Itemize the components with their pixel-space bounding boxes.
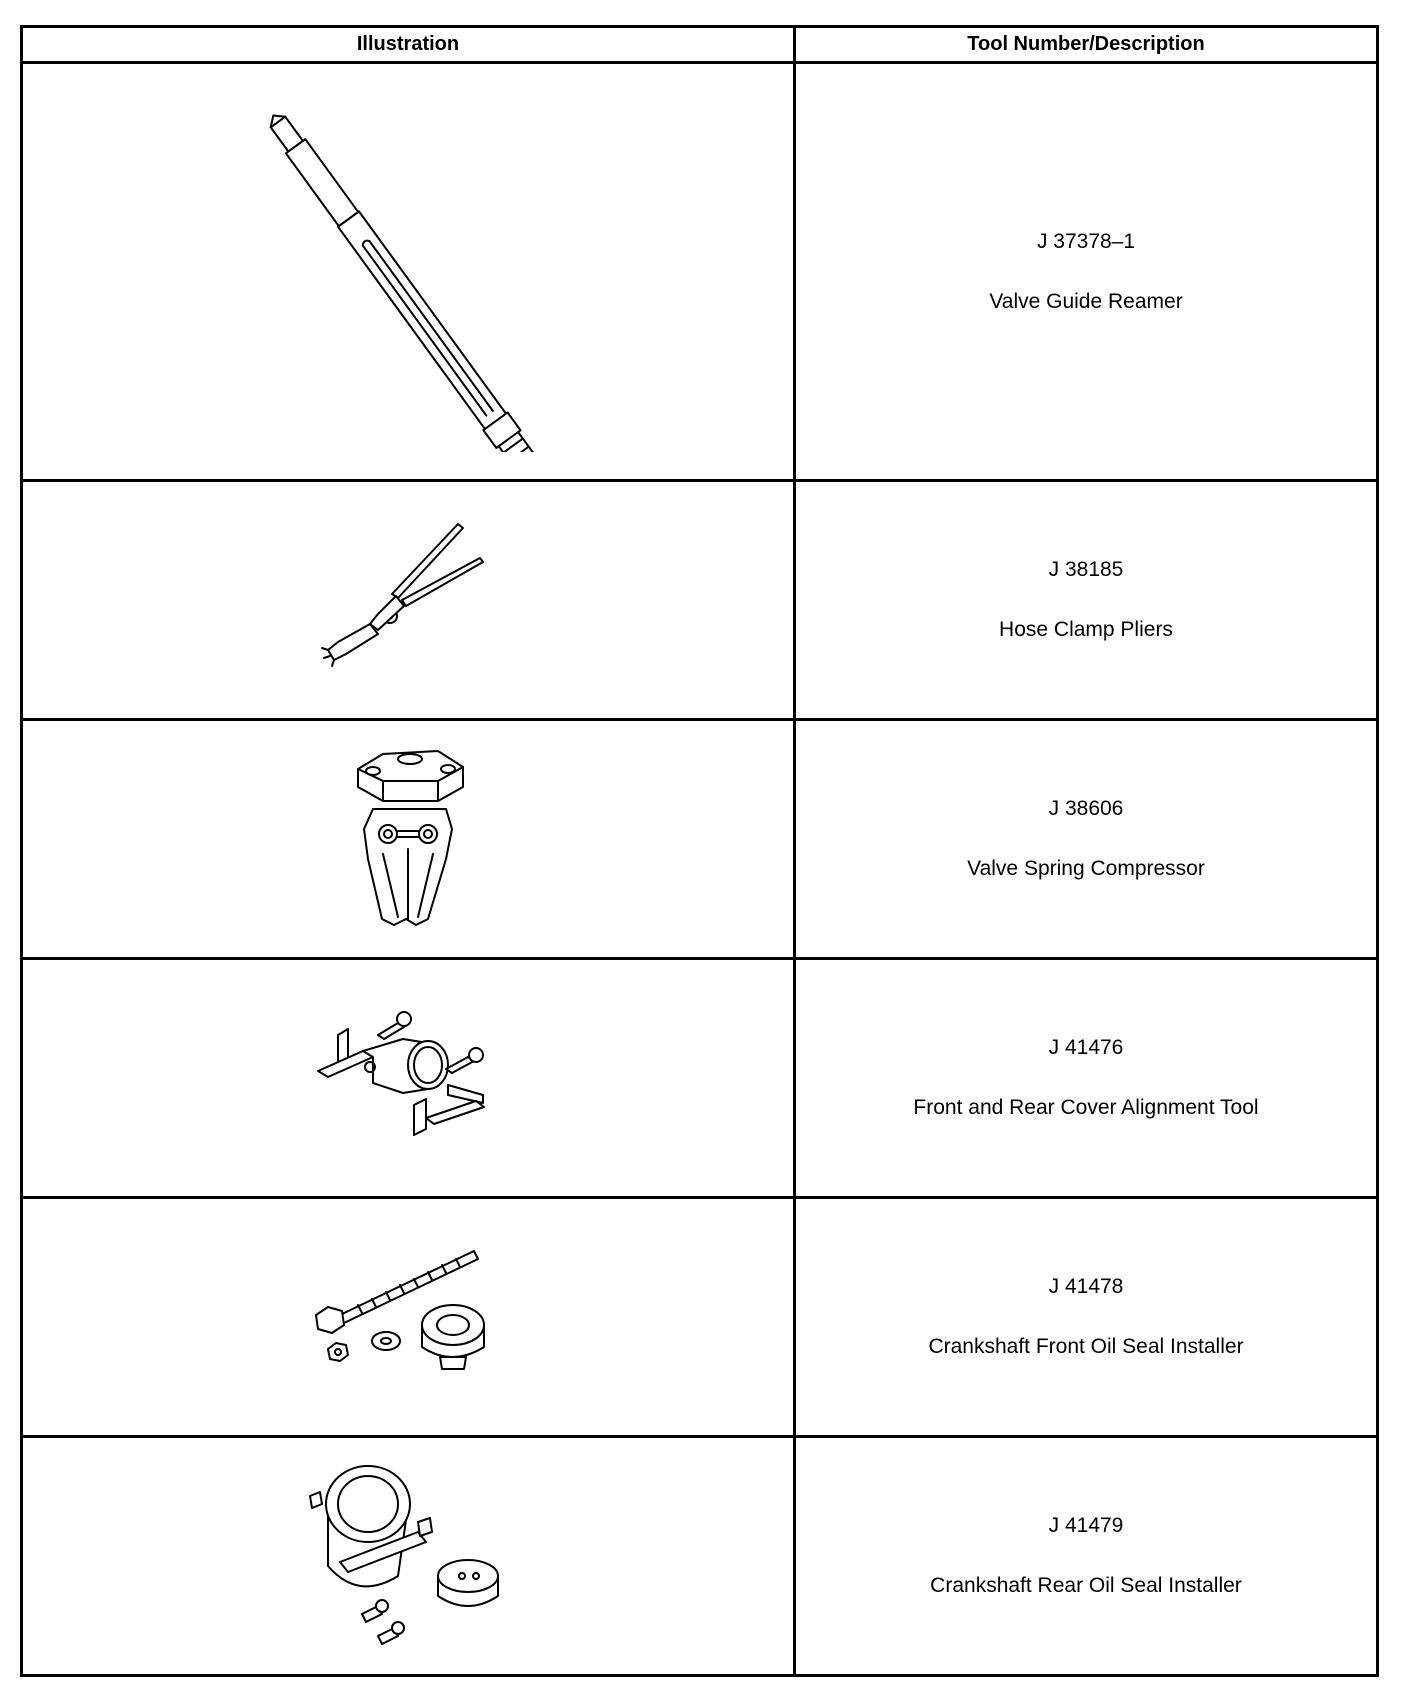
description-cell	[795, 1198, 1378, 1437]
tool-table	[20, 25, 1379, 1677]
illustration-cell	[22, 720, 795, 959]
description-cell	[795, 481, 1378, 720]
table-row	[22, 481, 1378, 720]
tool-name: Valve Guide Reamer	[989, 289, 1183, 313]
tool-number: J 41478	[1048, 1275, 1124, 1298]
table-row	[22, 63, 1378, 481]
illustration-cell	[22, 481, 795, 720]
valve-guide-reamer-icon	[218, 92, 598, 452]
tool-number: J 41476	[1048, 1036, 1124, 1059]
table-row	[22, 1437, 1378, 1676]
illustration-cell	[22, 1437, 795, 1676]
description-cell	[795, 1437, 1378, 1676]
tool-name: Crankshaft Rear Oil Seal Installer	[930, 1574, 1242, 1597]
hose-clamp-pliers-icon	[308, 520, 508, 680]
description-cell	[795, 959, 1378, 1198]
tool-name: Front and Rear Cover Alignment Tool	[913, 1096, 1259, 1119]
tool-name: Valve Spring Compressor	[967, 857, 1205, 880]
rear-oil-seal-installer-icon	[298, 1456, 518, 1656]
tool-name: Crankshaft Front Oil Seal Installer	[928, 1335, 1244, 1358]
header-description: Tool Number/Description	[795, 27, 1378, 63]
cover-alignment-tool-icon	[308, 1003, 508, 1153]
valve-spring-compressor-icon	[328, 739, 488, 939]
tool-name: Hose Clamp Pliers	[999, 618, 1173, 641]
illustration-cell	[22, 1198, 795, 1437]
header-illustration: Illustration	[22, 27, 795, 63]
tool-number: J 37378–1	[1036, 229, 1136, 253]
tool-number: J 41479	[1048, 1514, 1124, 1537]
table-row	[22, 720, 1378, 959]
header-row	[22, 27, 1378, 63]
description-cell	[795, 720, 1378, 959]
description-cell	[795, 63, 1378, 481]
tool-number: J 38606	[1048, 797, 1124, 820]
illustration-cell	[22, 959, 795, 1198]
illustration-cell	[22, 63, 795, 481]
front-oil-seal-installer-icon	[298, 1237, 518, 1397]
table-row	[22, 959, 1378, 1198]
tool-number: J 38185	[1048, 558, 1124, 581]
table-row	[22, 1198, 1378, 1437]
